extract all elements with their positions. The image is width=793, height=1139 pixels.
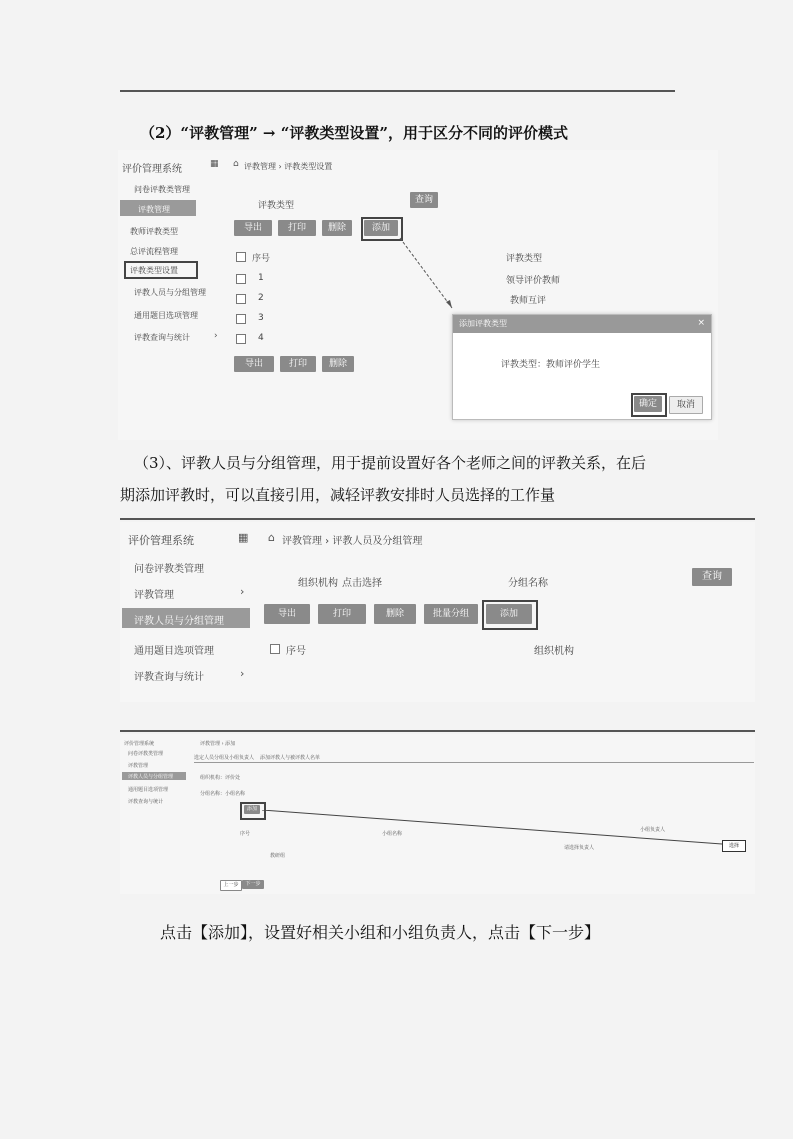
col-index: 序号	[240, 831, 251, 837]
col-index: 序号	[252, 254, 271, 264]
screenshot-2	[120, 522, 755, 702]
header-checkbox[interactable]	[236, 252, 246, 262]
query-button[interactable]: 查询	[410, 192, 438, 208]
row-index: 4	[258, 333, 264, 343]
row-checkbox[interactable]	[236, 274, 246, 284]
sidebar-item-1[interactable]: 评教管理	[128, 763, 149, 769]
top-rule	[120, 90, 675, 92]
group-line: 分组名称：小组名称	[200, 791, 246, 797]
toolbar-add[interactable]: 添加	[486, 604, 532, 624]
sidebar-item-5[interactable]: 评教人员与分组管理	[134, 288, 206, 297]
sidebar-item-3[interactable]: 总评流程管理	[130, 247, 178, 256]
menu-icon[interactable]: ▦	[238, 531, 249, 544]
row-checkbox[interactable]	[236, 294, 246, 304]
col-group: 小组名称	[382, 831, 403, 837]
toolbar-delete[interactable]: 删除	[322, 220, 352, 236]
bottom-delete[interactable]: 删除	[322, 356, 354, 372]
sidebar-item-2[interactable]: 评教人员与分组管理	[128, 774, 174, 780]
add-modal	[452, 314, 712, 420]
col-leader: 小组负责人	[640, 827, 666, 833]
modal-field: 评教类型：教师评价学生	[501, 360, 601, 370]
row-type: 教师互评	[510, 296, 547, 306]
sidebar-item-1[interactable]: 评教管理	[138, 205, 170, 214]
query-button[interactable]: 查询	[692, 568, 732, 586]
toolbar-add[interactable]: 添加	[364, 220, 398, 236]
chevron-right-icon: ›	[240, 585, 245, 598]
rule-2-top	[120, 518, 755, 520]
breadcrumb: 评教管理 › 添加	[200, 741, 236, 747]
toolbar-print[interactable]: 打印	[318, 604, 366, 624]
org-label: 组织机构	[298, 578, 338, 589]
home-icon[interactable]: ⌂	[268, 531, 275, 544]
row-index: 2	[258, 293, 264, 303]
close-icon[interactable]: ×	[697, 318, 705, 328]
bottom-export[interactable]: 导出	[234, 356, 274, 372]
org-line: 组织机构：评价处	[200, 775, 241, 781]
sidebar-item-4[interactable]: 评教查询与统计	[134, 672, 204, 683]
menu-icon[interactable]: ▦	[210, 159, 219, 169]
sidebar-item-0[interactable]: 问卷评教类管理	[134, 564, 204, 575]
add-button[interactable]: 添加	[244, 805, 260, 814]
app-title: 评价管理系统	[124, 741, 155, 747]
row-index: 1	[258, 273, 264, 283]
modal-ok-button[interactable]: 确定	[634, 396, 662, 412]
chevron-right-icon: ›	[240, 667, 245, 680]
sidebar-item-3[interactable]: 通用题目选项管理	[128, 787, 169, 793]
group-label: 分组名称	[508, 578, 548, 589]
next-button[interactable]: 下一步	[242, 880, 264, 889]
screenshot-1	[118, 150, 718, 440]
app-title: 评价管理系统	[122, 164, 182, 175]
tab-rule	[194, 762, 754, 763]
caption-3: 点击【添加】，设置好相关小组和小组负责人，点击【下一步】	[160, 923, 601, 942]
prev-button[interactable]: 上一步	[220, 880, 242, 891]
tab-1[interactable]: 添加评教人与被评教人名单	[260, 755, 321, 761]
tab-0[interactable]: 选定人员分组及小组负责人	[194, 755, 255, 761]
row-checkbox[interactable]	[236, 314, 246, 324]
sidebar-item-7[interactable]: 评教查询与统计	[134, 333, 190, 342]
row-value: 教研组	[270, 853, 286, 859]
col-type: 评教类型	[506, 254, 543, 264]
sidebar-item-4[interactable]: 评教类型设置	[130, 266, 178, 275]
pointer-arrow	[398, 236, 458, 316]
toolbar-export[interactable]: 导出	[264, 604, 310, 624]
sidebar-item-0[interactable]: 问卷评教类管理	[128, 751, 164, 757]
sidebar-item-2[interactable]: 评教人员与分组管理	[134, 616, 224, 627]
modal-cancel-button[interactable]: 取消	[669, 396, 703, 414]
row-leader[interactable]: 请选择负责人	[564, 845, 595, 851]
sidebar-item-2[interactable]: 教师评教类型	[130, 227, 178, 236]
modal-title: 添加评教类型	[453, 315, 711, 333]
org-input[interactable]: 点击选择	[342, 578, 382, 589]
caption-2a: （3）、评教人员与分组管理，用于提前设置好各个老师之间的评教关系，在后	[134, 454, 647, 472]
sidebar-item-1[interactable]: 评教管理	[134, 590, 174, 601]
home-icon[interactable]: ⌂	[233, 159, 239, 169]
bottom-print[interactable]: 打印	[280, 356, 316, 372]
caption-1: （2）“评教管理” → “评教类型设置”，用于区分不同的评价模式	[140, 124, 568, 142]
sidebar-item-4[interactable]: 评教查询与统计	[128, 799, 164, 805]
row-index: 3	[258, 313, 264, 323]
sidebar-item-0[interactable]: 问卷评教类管理	[134, 185, 190, 194]
toolbar-batch-group[interactable]: 批量分组	[424, 604, 478, 624]
col-group: 组织机构	[534, 646, 574, 657]
app-title: 评价管理系统	[128, 534, 194, 547]
col-index: 序号	[286, 646, 306, 657]
select-button[interactable]: 选择	[722, 840, 746, 852]
chevron-right-icon: ›	[214, 331, 218, 341]
row-checkbox[interactable]	[236, 334, 246, 344]
rule-3-top	[120, 730, 755, 732]
caption-2b: 期添加评教时，可以直接引用，减轻评教安排时人员选择的工作量	[120, 486, 556, 504]
toolbar-print[interactable]: 打印	[278, 220, 316, 236]
sidebar-item-6[interactable]: 通用题目选项管理	[134, 311, 198, 320]
breadcrumb: 评教管理 › 评教人员及分组管理	[282, 536, 423, 547]
breadcrumb: 评教管理 › 评教类型设置	[244, 162, 333, 171]
screenshot-3	[120, 734, 755, 894]
search-label: 评教类型	[258, 201, 295, 211]
header-checkbox[interactable]	[270, 644, 280, 654]
toolbar-delete[interactable]: 删除	[374, 604, 416, 624]
toolbar-export[interactable]: 导出	[234, 220, 272, 236]
row-type: 领导评价教师	[506, 276, 561, 286]
sidebar-item-3[interactable]: 通用题目选项管理	[134, 646, 214, 657]
